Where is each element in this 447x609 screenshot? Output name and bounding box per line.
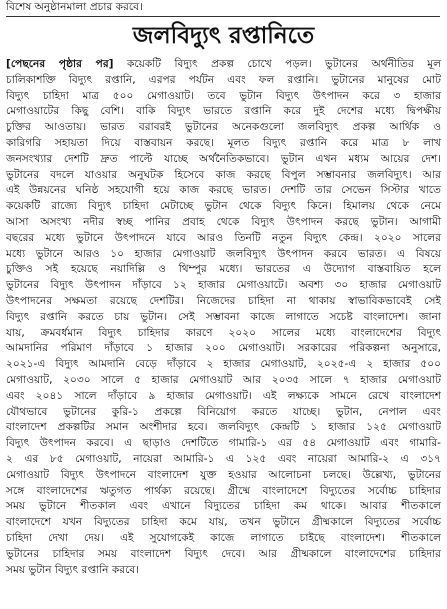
article-line: এই উন্নয়নের ঘনিষ্ঠ সহযোগী হয়ে কাজ করছে ভারত। দেশটি তার সেভেন সিস্টার খাতে — [6, 184, 441, 197]
article-line: আসা অসংখ্য নদীর স্বচ্ছ পানির প্রবাহ থেকে বিদ্যুৎ উৎপাদন করছে ভুটান। আগামী — [6, 215, 441, 228]
article-line: চুক্তির আওতায়। ভারত বরাবরই ভুটানের অনেকগুলো জলবিদ্যুৎ প্রকল্প আর্থিক ও — [6, 121, 441, 134]
article-line: বাংলাদেশে যখন বিদ্যুতের চাহিদা কমে যায়, তখন ভুটানে গ্রীষ্মকালে বিদ্যুতের সর্বোচ্চ — [6, 516, 441, 529]
article-body — [6, 57, 441, 605]
separator-rule — [6, 16, 440, 17]
article-line: মেগাওয়াট বিদ্যুৎ উৎপাদনে বাংলাদেশ যুক্ত হওয়ার আলোচনা চলছে। উল্লেখ্য, ভুটানের — [6, 468, 441, 481]
article-line: ভুটানের বিদ্যুৎ উৎপাদন দাঁড়াবে ১২ হাজার মেগাওয়াটে। অবশ্য ৩০ হাজার মেগাওয়াট — [6, 279, 441, 292]
article-headline: জলবিদ্যুৎ রপ্তানিতে — [132, 22, 315, 49]
article-line: [পেছনের পৃষ্ঠার পর] কয়েকটি বিদ্যুৎ প্রকল্প চোখে পড়ল। ভুটানের অর্থনীতির মূল — [6, 58, 441, 70]
article-line: এবং ২০৪১ সালে দাঁড়াবে ৯ হাজার মেগাওয়াট। এই লক্ষ্যকে সামনে রেখে বাংলাদেশ — [6, 389, 441, 402]
article-line: যায়, ক্রমবর্ধমান বিদ্যুৎ চাহিদার কারণে ২০২০ সালের মধ্যে বাংলাদেশের বিদ্যুৎ — [6, 326, 441, 339]
article-line: মেগাওয়াটের কিছু বেশি। বাকি বিদ্যুৎ ভারতে রপ্তানি করে দুই দেশের মধ্যে দ্বিপক্ষীয় — [6, 105, 441, 118]
article-line: মধ্যে ভুটানে আরও ১০ হাজার মেগাওয়াট জলবিদ্যুৎ উৎপাদন করবে ভারত। এ বিষয়ে — [6, 247, 441, 260]
article-line: ২০২১-এ বিদ্যুৎ আমদানি বেড়ে দাঁড়াবে ২ হাজার মেগাওয়াট, ২০২৫-এ ২ হাজার ৫০০ — [6, 358, 441, 371]
article-line: বিদ্যুৎ উৎপাদন করবে। এ ছাড়াও দেশটিতে গামারি-১ এর ৫৪ মেগাওয়াট এবং গামারি- — [6, 437, 441, 450]
article-line: ২ এর ৮৫ মেগাওয়াট, নায়েরা আমারি-১ এ ১২৫ এবং নায়েরা আমারি-২ এ ৩১৭ — [6, 452, 441, 465]
article-line: কারিগরি সহায়তা দিয়ে বাস্তবায়ন করছে। মূলত বিদ্যুৎ রপ্তানি করে মাত্র ৮ লাখ — [6, 136, 441, 149]
article-line: চাহিদা দেখা দেয়। এই সুযোগকেই কাজে লাগাতে চাইছে বাংলাদেশ। শীতকালে — [6, 531, 441, 544]
article-line: সময় ভুটানে শীতকাল এবং এখানে বিদ্যুতের চাহিদা কম থাকে। আবার শীতকালে — [6, 500, 441, 513]
article-line: মেগাওয়াট, ২০৩০ সালে ৫ হাজার মেগাওয়াট আর ২০৩৫ সালে ৭ হাজার মেগাওয়াট — [6, 373, 441, 386]
article-line: চুক্তিও সই হয়েছে নয়াদিল্লি ও থিম্পুর মধ্যে। ভারতের এ উদ্যোগ বাস্তবায়িত হলে — [6, 263, 441, 276]
article-line: ভুটানের চাহিদার সময় বাংলাদেশ বিদ্যুৎ দেবে। আর গ্রীষ্মকালে বাংলাদেশের চাহিদার — [6, 547, 441, 560]
article-line: চালিকাশক্তি বিদ্যুৎ রপ্তানি, এরপর পর্যটন এবং ফল রপ্তানি। ভুটানের মানুষের মোট — [6, 73, 441, 86]
article-line: উৎপাদনের সক্ষমতা রয়েছে দেশটির। নিজেদের চাহিদা না থাকায় স্বাভাবিকভাবেই সেই — [6, 294, 441, 307]
article-line: সঙ্গে বাংলাদেশের ঋতুগত পার্থক্য রয়েছে। গ্রীষ্মে বাংলাদেশে বিদ্যুতের সর্বোচ্চ চাহিদার — [6, 484, 441, 497]
article-line: বিদ্যুৎ রপ্তানি করতে চায় ভুটান। সেই সম্ভাবনা কাজে লাগাতে সচেষ্ট বাংলাদেশ। জানা — [6, 310, 441, 323]
article-line: বিদ্যুৎ চাহিদা মাত্র ৫০০ মেগাওয়াট। তবে ভুটান বিদ্যুৎ উৎপাদন করে ৩ হাজার — [6, 89, 441, 102]
previous-article-tail: বিশেষ অনুষ্ঠানমালা প্রচার করবে। — [6, 1, 143, 13]
article-line: আমদানির পরিমাণ দাঁড়াবে ১ হাজার ২০০ মেগাওয়াট। সরকারের পরিকল্পনা অনুসারে, — [6, 342, 441, 355]
article-line: বছরের মধ্যে ভুটানে উৎপাদনে যাবে আরও তিনটি নতুন বিদ্যুৎ কেন্দ্র। ২০২০ সালের — [6, 231, 441, 244]
article-line: জনসংখ্যার দেশটি দ্রুত পাল্টে যাচ্ছে অর্থনৈতিকভাবে। ভুটান এখন মধ্যম আয়ের দেশ। — [6, 152, 441, 165]
article-line: বাংলাদেশ প্রকল্পটির সমান অংশীদার হবে। জলবিদ্যুৎ কেন্দ্রটি ১ হাজার ১২৫ মেগাওয়াট — [6, 421, 441, 434]
article-line: কয়েকটি রাজ্যে বিদ্যুৎ চাহিদা মেটাচ্ছে ভুটান থেকে বিদ্যুৎ কিনে। হিমালয় থেকে নেমে — [6, 200, 441, 213]
continuation-marker: [পেছনের পৃষ্ঠার পর] — [6, 58, 114, 70]
article-line: ভুটানের বদলে যাওয়ার অনুঘটক হিসেবে কাজ করছে বিপুল সম্ভাবনার জলবিদ্যুৎ। আর — [6, 168, 441, 181]
article-line: যৌথভাবে ভুটানের কুরি-১ প্রকল্পে বিনিয়োগ করতে যাচ্ছে। ভুটান, নেপাল এবং — [6, 405, 441, 418]
article-line: সময় ভুটান বিদ্যুৎ রপ্তানি করবে। — [6, 563, 140, 576]
